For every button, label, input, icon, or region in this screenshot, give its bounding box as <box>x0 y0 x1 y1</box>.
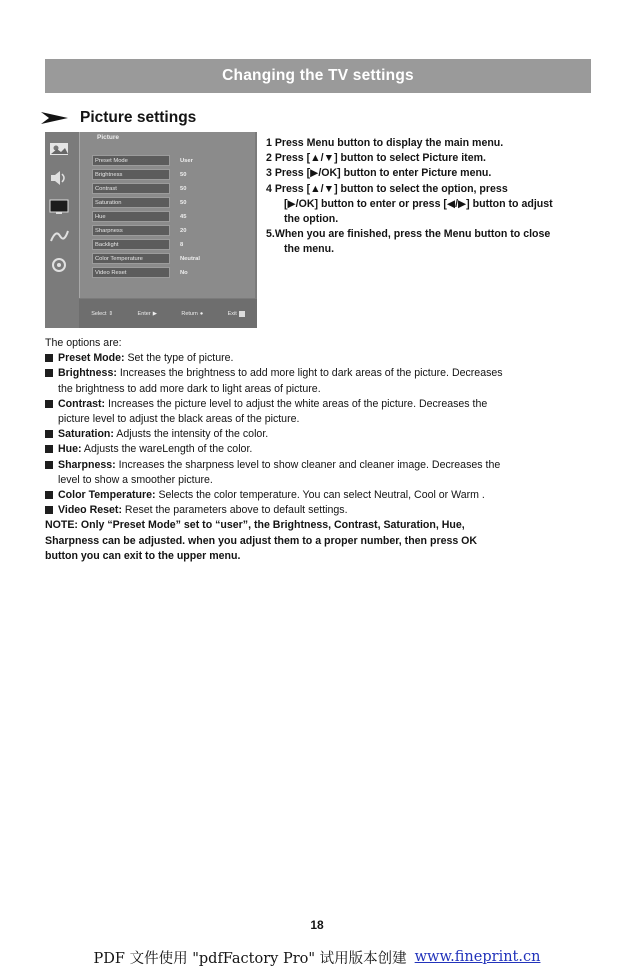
option-name: Color Temperature: <box>58 489 156 502</box>
exit-hint <box>228 311 245 317</box>
step-line: 5.When you are finished, press the Menu button to close <box>266 228 551 241</box>
menu-row <box>92 154 200 168</box>
menu-row-label: Saturation <box>92 197 170 208</box>
step-line: the menu. <box>284 243 335 256</box>
options-intro: The options are: <box>45 337 122 349</box>
options-section <box>45 336 597 564</box>
option-name: Brightness: <box>58 367 117 380</box>
option-item <box>45 458 597 473</box>
option-name: Contrast: <box>58 397 106 410</box>
bullet-square-icon <box>45 400 53 408</box>
option-name: Preset Mode: <box>58 352 125 365</box>
note-line: Sharpness can be adjusted. when you adjust them to a proper number, then press OK <box>45 534 478 547</box>
tv-menu-icon <box>48 198 70 216</box>
menu-row <box>92 196 200 210</box>
up-down-icon: ⇕ <box>108 310 114 317</box>
instruction-steps <box>266 136 596 258</box>
tv-menu-screenshot <box>45 132 257 328</box>
option-continuation: picture level to adjust the black areas of the picture. <box>58 413 300 426</box>
menu-row <box>92 210 200 224</box>
option-menu-icon <box>48 256 70 274</box>
return-icon: ● <box>199 310 204 317</box>
menu-row-label: Backlight <box>92 239 170 250</box>
step-line: [▶/OK] button to enter or press [◀/▶] button to adjust <box>284 197 553 210</box>
menu-rows <box>92 154 200 280</box>
menu-row-label: Brightness <box>92 169 170 180</box>
option-item <box>45 427 597 442</box>
return-hint <box>181 311 203 317</box>
menu-row <box>92 266 200 280</box>
bullet-square-icon <box>45 369 53 377</box>
option-continuation: level to show a smoother picture. <box>58 473 213 486</box>
page-banner: Changing the TV settings <box>45 59 591 93</box>
pdf-footer <box>0 944 634 970</box>
menu-row-value: 50 <box>180 171 187 178</box>
menu-row-label: Sharpness <box>92 225 170 236</box>
bullet-square-icon <box>45 461 53 469</box>
option-continuation: the brightness to add more dark to light areas of picture. <box>58 382 321 395</box>
menu-row-value: 50 <box>180 185 187 192</box>
option-item <box>45 397 597 412</box>
step-line: the option. <box>284 213 339 226</box>
select-hint <box>91 311 113 317</box>
menu-row-value: No <box>180 269 188 276</box>
menu-icon-column <box>48 140 76 285</box>
page-number: 18 <box>310 918 324 932</box>
menu-row-label: Contrast <box>92 183 170 194</box>
bullet-square-icon <box>45 445 53 453</box>
footer-text: PDF 文件使用 "pdfFactory Pro" 试用版本创建 <box>93 950 407 967</box>
select-label: Select <box>91 310 107 317</box>
option-desc: Reset the parameters above to default settings. <box>121 504 348 517</box>
bullet-square-icon <box>45 506 53 514</box>
option-item <box>45 488 597 503</box>
option-desc: Set the type of picture. <box>124 352 234 365</box>
note-line: NOTE: Only “Preset Mode” set to “user”, the Brightness, Contrast, Saturation, Hue, <box>45 519 465 532</box>
menu-row-value: User <box>180 157 193 164</box>
menu-row-label: Preset Mode <box>92 155 170 166</box>
sound-menu-icon <box>48 169 70 187</box>
option-desc: Increases the sharpness level to show cleaner and cleaner image. Decreases the <box>115 458 501 471</box>
footer-link[interactable]: www.fineprint.cn <box>414 949 541 965</box>
option-item <box>45 442 597 457</box>
option-item <box>45 503 597 518</box>
option-name: Hue: <box>58 443 82 456</box>
menu-row-label: Video Reset <box>92 267 170 278</box>
step-line: 3 Press [▶/OK] button to enter Picture menu. <box>266 167 492 180</box>
option-desc: Adjusts the wareLength of the color. <box>81 443 253 456</box>
option-item <box>45 366 597 381</box>
enter-label: Enter <box>137 310 151 317</box>
menu-row-value: 50 <box>180 199 187 206</box>
enter-hint <box>138 311 157 317</box>
bullet-square-icon <box>45 491 53 499</box>
step-line: 1 Press Menu button to display the main menu. <box>266 137 504 149</box>
option-name: Saturation: <box>58 428 114 441</box>
option-desc: Adjusts the intensity of the color. <box>113 428 269 441</box>
menu-footer <box>79 299 257 328</box>
bullet-square-icon <box>45 430 53 438</box>
note-line: button you can exit to the upper menu. <box>45 549 241 562</box>
exit-label: Exit <box>227 310 237 317</box>
step-line: 2 Press [▲/▼] button to select Picture item. <box>266 152 486 165</box>
double-arrow-icon <box>40 111 70 125</box>
menu-row-value: 20 <box>180 227 187 234</box>
menu-row <box>92 168 200 182</box>
option-name: Sharpness: <box>58 458 116 471</box>
option-desc: Increases the picture level to adjust the white areas of the picture. Decreases the <box>105 397 488 410</box>
menu-row-label: Hue <box>92 211 170 222</box>
section-title: Picture settings <box>80 109 197 126</box>
menu-row <box>92 252 200 266</box>
option-desc: Selects the color temperature. You can select Neutral, Cool or Warm . <box>155 489 485 502</box>
menu-row <box>92 182 200 196</box>
right-arrow-icon: ▶ <box>152 310 157 317</box>
menu-row-value: Neutral <box>180 255 200 262</box>
section-heading <box>40 107 196 129</box>
return-label: Return <box>181 310 198 317</box>
option-name: Video Reset: <box>58 504 122 517</box>
step-line: 4 Press [▲/▼] button to select the option, press <box>266 182 508 195</box>
bullet-square-icon <box>45 354 53 362</box>
menu-row-value: 8 <box>180 241 184 248</box>
menu-title: Picture <box>97 134 120 141</box>
menu-row <box>92 224 200 238</box>
option-desc: Increases the brightness to add more light to dark areas of the picture. Decreases <box>116 367 503 380</box>
menu-row <box>92 238 200 252</box>
setup-menu-icon <box>48 227 70 245</box>
menu-key-icon <box>239 311 245 317</box>
menu-row-value: 45 <box>180 213 187 220</box>
menu-row-label: Color Temperature <box>92 253 170 264</box>
picture-menu-icon <box>48 140 70 158</box>
option-item <box>45 351 597 366</box>
